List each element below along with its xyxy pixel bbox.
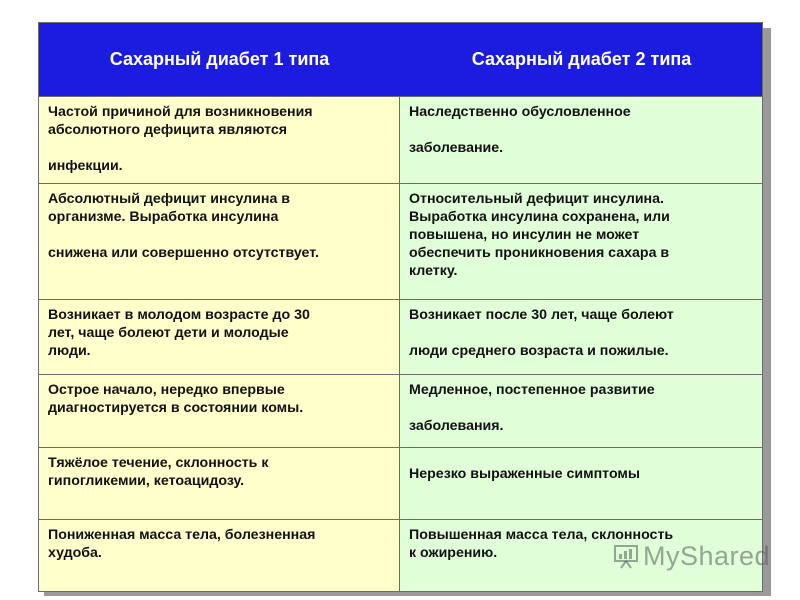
cell-type1: Возникает в молодом возрасте до 30 лет, чаще болеют дети и молодые люди. xyxy=(39,300,400,374)
watermark xyxy=(612,536,772,576)
cell-type2: Медленное, постепенное развитие заболевания. xyxy=(400,375,762,447)
table-row xyxy=(39,97,762,184)
table-row xyxy=(39,448,762,520)
cell-type2: Наследственно обусловленное заболевание. xyxy=(400,97,762,183)
table-row xyxy=(39,300,762,375)
cell-type1: Абсолютный дефицит инсулина в организме. Выработка инсулина снижена или совершенно отсутствует. xyxy=(39,184,400,299)
header-type2: Сахарный диабет 2 типа xyxy=(471,49,692,69)
cell-type2: Нерезко выраженные симптомы xyxy=(400,448,762,519)
header-type1: Сахарный диабет 1 типа xyxy=(109,49,330,69)
cell-type1: Острое начало, нередко впервые диагностируется в состоянии комы. xyxy=(39,375,400,447)
watermark-text: MyShared xyxy=(643,541,771,571)
comparison-table xyxy=(38,22,763,592)
table-row xyxy=(39,375,762,448)
cell-type1: Частой причиной для возникновения абсолютного дефицита являются инфекции. xyxy=(39,97,400,183)
cell-type1: Пониженная масса тела, болезненная худоба. xyxy=(39,520,400,591)
cell-type1: Тяжёлое течение, склонность к гипогликемии, кетоацидозу. xyxy=(39,448,400,519)
presentation-icon xyxy=(612,542,640,570)
cell-type2: Относительный дефицит инсулина. Выработка инсулина сохранена, или повышена, но инсулин не может обеспечить проникновения сахара в клетку. xyxy=(400,184,762,299)
table-row xyxy=(39,184,762,300)
table-header xyxy=(39,23,762,97)
cell-type2: Возникает после 30 лет, чаще болеют люди среднего возраста и пожилые. xyxy=(400,300,762,374)
cell-type2: Повышенная масса тела, склонность к ожирению. xyxy=(400,520,762,591)
